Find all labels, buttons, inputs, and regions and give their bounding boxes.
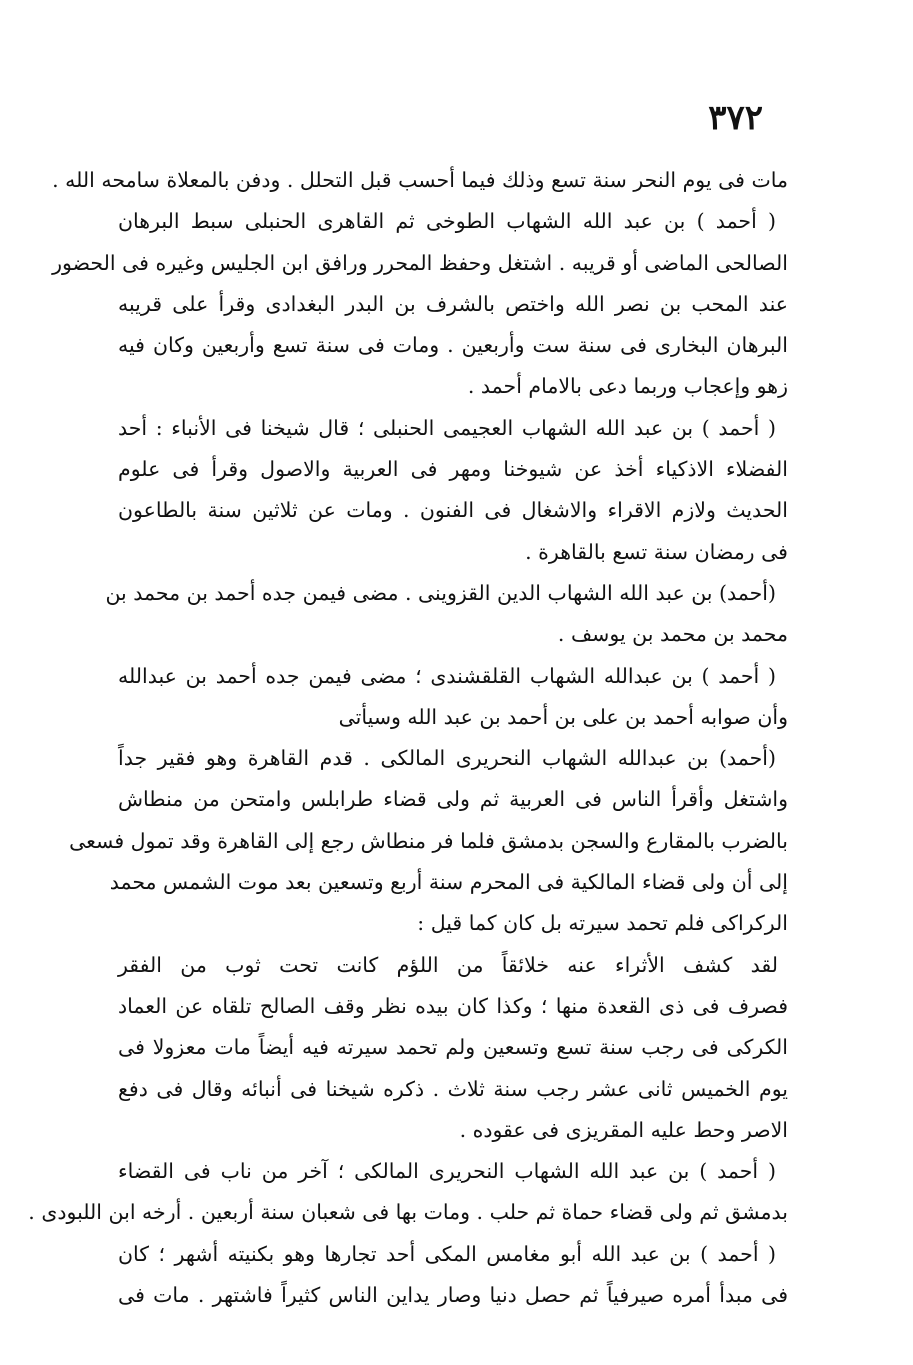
- text-line: إلى أن ولى قضاء المالكية فى المحرم سنة أربع وتسعين بعد موت الشمس محمد: [109, 870, 788, 895]
- text-line: ( أحمد ) بن عبدالله الشهاب القلقشندى ؛ مضى فيمن جده أحمد بن عبدالله: [118, 663, 776, 688]
- text-line: واشتغل وأقرأ الناس فى العربية ثم ولى قضاء طرابلس وامتحن من منطاش: [118, 787, 788, 812]
- text-line: الحديث ولازم الاقراء والاشغال فى الفنون . ومات عن ثلاثين سنة بالطاعون: [118, 498, 788, 523]
- text-line: ( أحمد ) بن عبد الله الشهاب الطوخى ثم القاهرى الحنبلى سبط البرهان: [118, 209, 776, 234]
- text-line: ( أحمد ) بن عبد الله الشهاب النحريرى المالكى ؛ آخر من ناب فى القضاء: [118, 1159, 776, 1184]
- text-line: الاصر وحط عليه المقريزى فى عقوده .: [459, 1117, 788, 1142]
- text-line: بدمشق ثم ولى قضاء حماة ثم حلب . ومات بها فى شعبان سنة أربعين . أرخه ابن اللبودى .: [28, 1200, 788, 1225]
- text-line: الكركى فى رجب سنة تسع وتسعين ولم تحمد سيرته فيه أيضاً مات معزولا فى: [118, 1035, 788, 1060]
- text-line: الصالحى الماضى أو قريبه . اشتغل وحفظ المحرر ورافق ابن الجليس وغيره فى الحضور: [52, 250, 788, 275]
- text-line: (أحمد) بن عبدالله الشهاب النحريرى المالكى . قدم القاهرة وهو فقير جداً: [118, 746, 776, 771]
- text-line: بالضرب بالمقارع والسجن بدمشق فلما فر منطاش رجع إلى القاهرة وقد تمول فسعى: [69, 828, 788, 853]
- text-line: زهو وإعجاب وربما دعى بالامام أحمد .: [467, 374, 788, 399]
- text-line: البرهان البخارى فى سنة ست وأربعين . ومات فى سنة تسع وأربعين وكان فيه: [118, 333, 788, 358]
- text-line: (أحمد) بن عبد الله الشهاب الدين القزوينى . مضى فيمن جده أحمد بن محمد بن: [105, 580, 776, 605]
- text-line: يوم الخميس ثانى عشر رجب سنة ثلاث . ذكره شيخنا فى أنبائه وقال فى دفع: [118, 1076, 788, 1101]
- text-line: لقد كشف الأثراء عنه خلائقاً من اللؤم كانت تحت ثوب من الفقر: [118, 952, 778, 977]
- text-line: عند المحب بن نصر الله واختص بالشرف بن البدر البغدادى وقرأ على قريبه: [118, 291, 788, 316]
- text-line: فى رمضان سنة تسع بالقاهرة .: [525, 539, 788, 564]
- text-line: محمد بن محمد بن يوسف .: [557, 622, 788, 647]
- text-line: فصرف فى ذى القعدة منها ؛ وكذا كان بيده نظر وقف الصالح تلقاه عن العماد: [118, 993, 788, 1018]
- text-line: وأن صوابه أحمد بن على بن أحمد بن عبد الله وسيأتى: [338, 704, 788, 729]
- text-line: ( أحمد ) بن عبد الله الشهاب العجيمى الحنبلى ؛ قال شيخنا فى الأنباء : أحد: [118, 415, 776, 440]
- page-number: ٣٧٢: [708, 98, 763, 138]
- body-text: [28, 160, 788, 1316]
- text-line: مات فى يوم النحر سنة تسع وذلك فيما أحسب قبل التحلل . ودفن بالمعلاة سامحه الله .: [52, 168, 788, 192]
- text-line: الركراكى فلم تحمد سيرته بل كان كما قيل :: [417, 911, 788, 936]
- text-line: فى مبدأ أمره صيرفياً ثم حصل دنيا وصار يداين الناس كثيراً فاشتهر . مات فى: [118, 1283, 788, 1308]
- text-line: الفضلاء الاذكياء أخذ عن شيوخنا ومهر فى العربية والاصول وقرأ فى علوم: [118, 457, 788, 482]
- text-line: ( أحمد ) بن عبد الله أبو مغامس المكى أحد تجارها وهو بكنيته أشهر ؛ كان: [118, 1241, 776, 1266]
